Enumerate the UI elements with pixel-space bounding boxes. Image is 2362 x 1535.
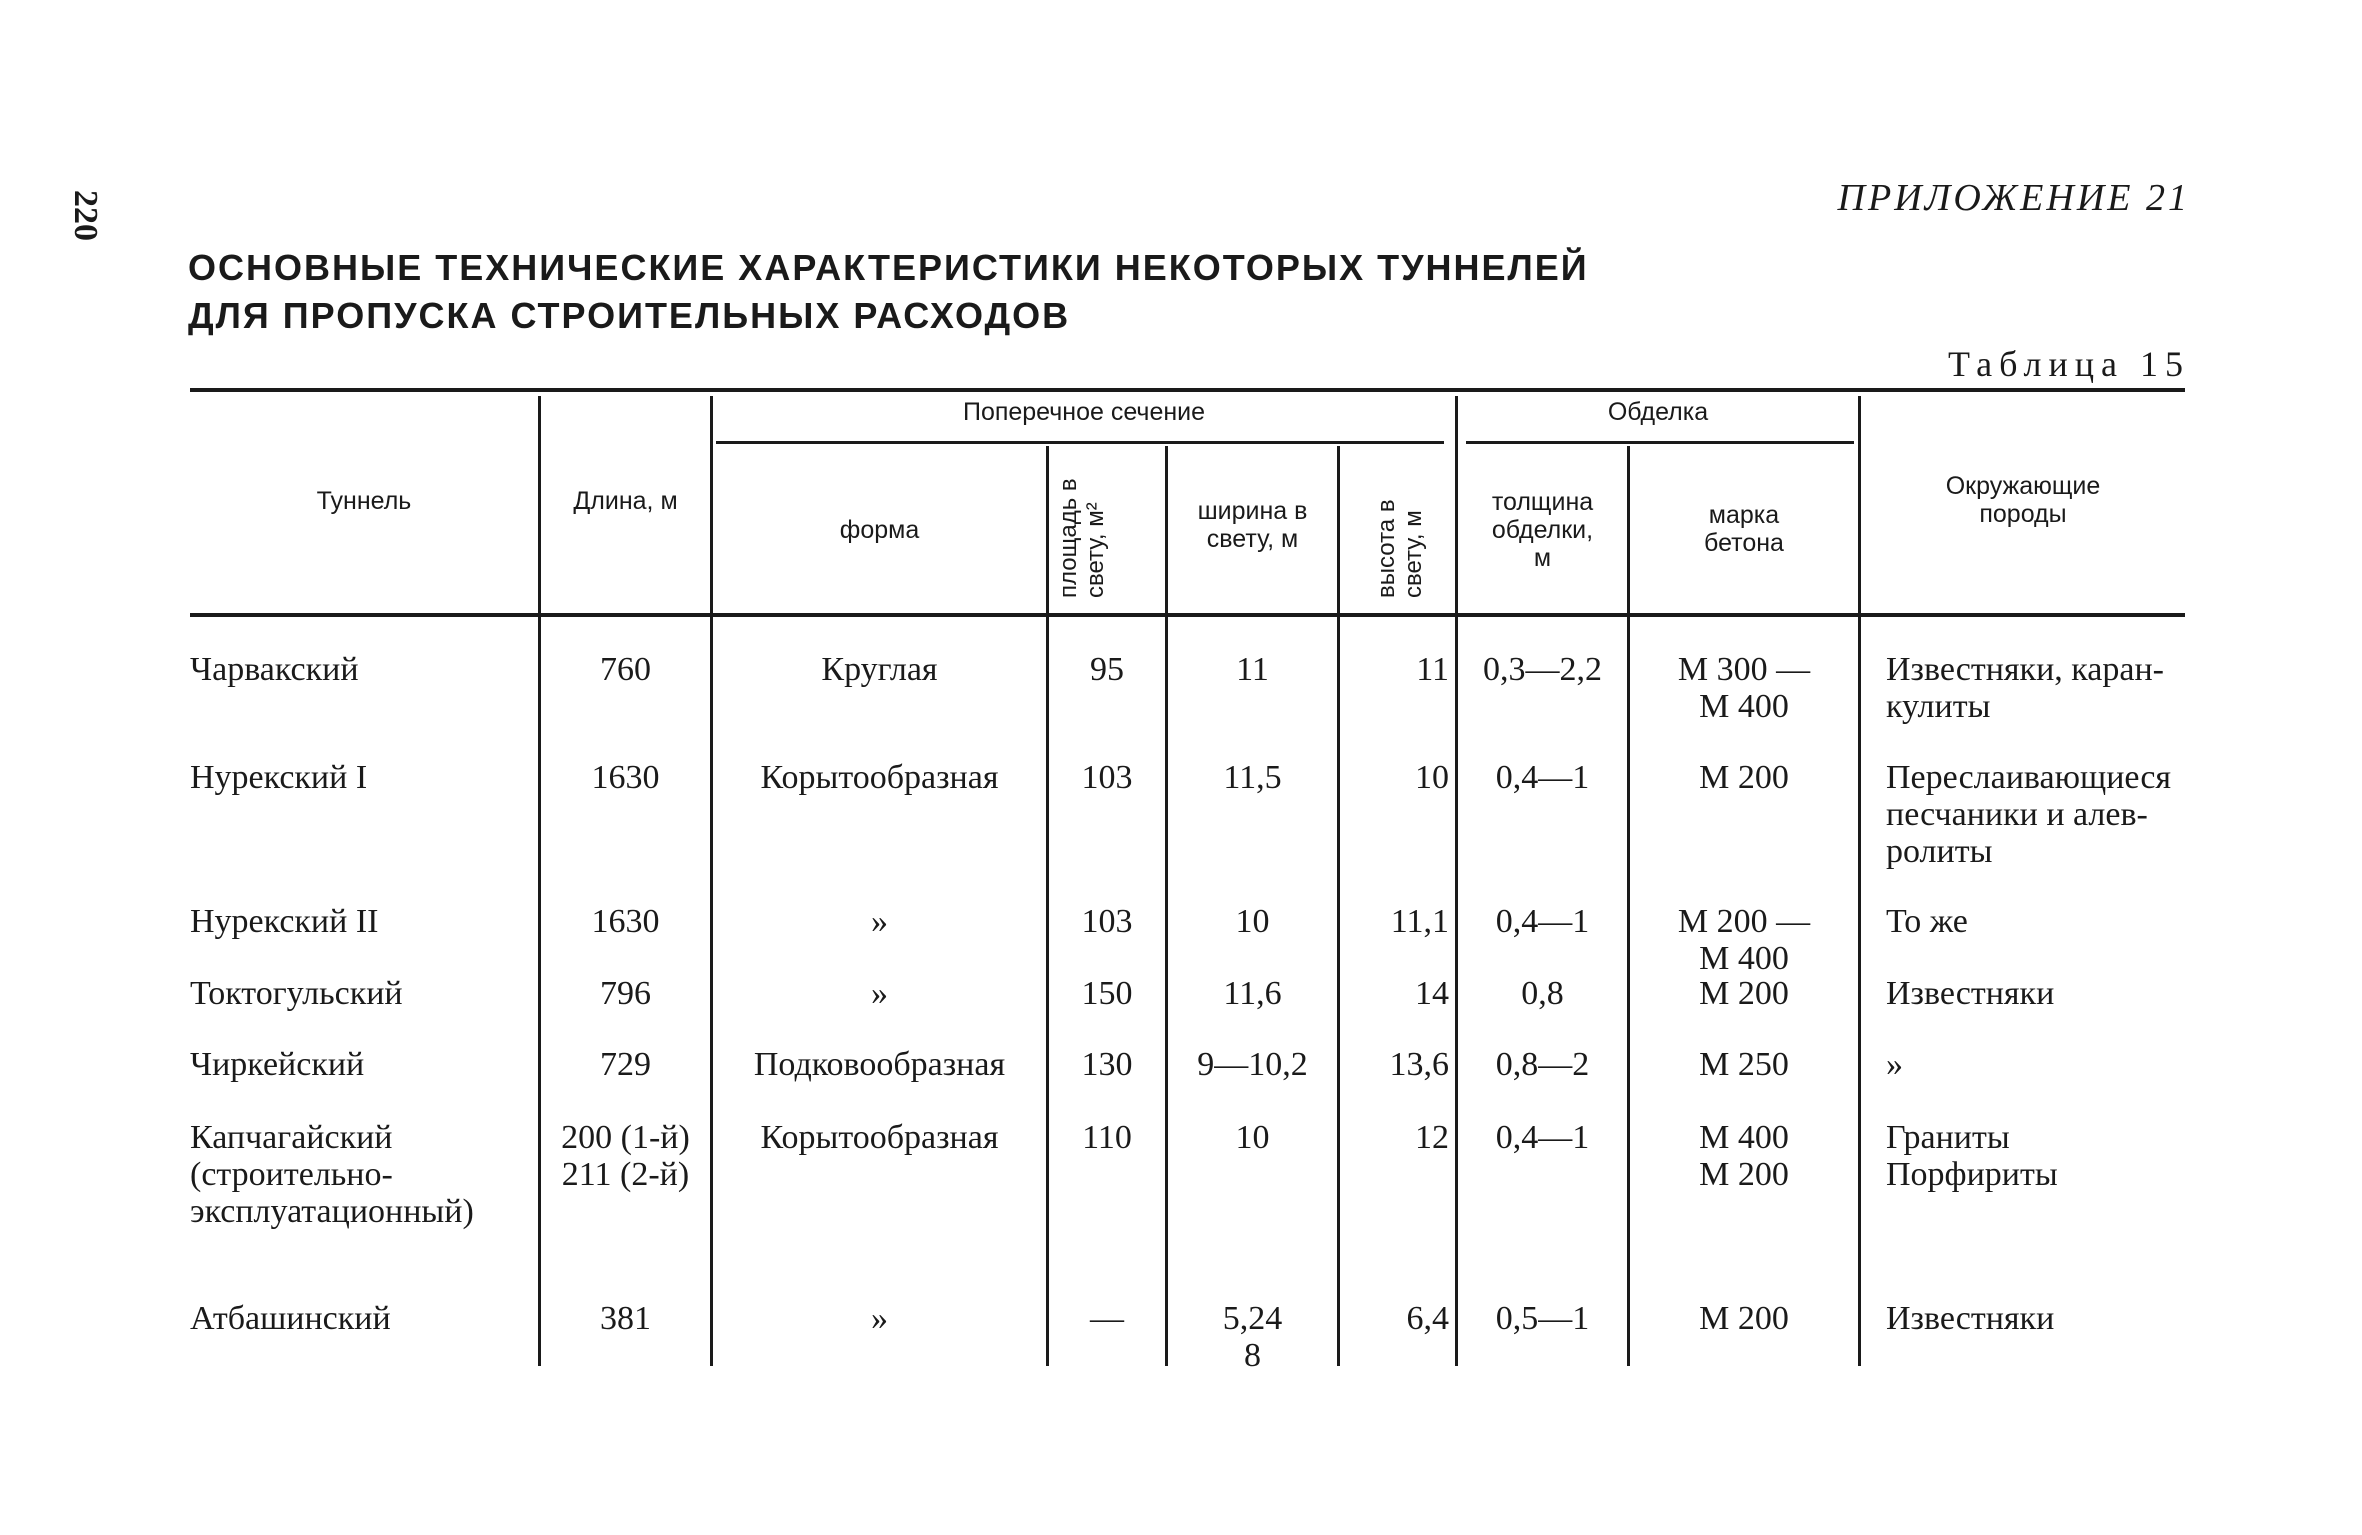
cell-line: М 200 — (1677, 903, 1811, 940)
cell-line: Нурекский I (190, 759, 368, 796)
title-line-2: ДЛЯ ПРОПУСКА СТРОИТЕЛЬНЫХ РАСХОДОВ (188, 295, 1071, 336)
cell-height (1340, 759, 1455, 796)
cell-area (1049, 759, 1165, 796)
cell-thickness (1458, 651, 1627, 688)
cell-form (713, 759, 1046, 796)
header-thickness (1458, 488, 1627, 572)
header-area-line-1: площадь в (1055, 478, 1082, 598)
cell-line: 11 (1416, 651, 1449, 688)
cell-area (1049, 1046, 1165, 1083)
cell-line: 211 (2-й) (561, 1156, 690, 1193)
cell-grade (1630, 975, 1858, 1012)
header-rocks-line-2: породы (1979, 500, 2067, 528)
header-bottom-rule (190, 613, 2185, 617)
cell-line: 6,4 (1406, 1300, 1449, 1337)
cell-form (713, 1046, 1046, 1083)
cell-line: 0,8 (1521, 975, 1564, 1012)
cell-line: (строительно- (190, 1156, 393, 1193)
table-label: Таблица 15 (1948, 344, 2190, 384)
col-divider (538, 396, 541, 1366)
cell-line: 381 (600, 1300, 651, 1337)
cell-grade (1630, 759, 1858, 796)
header-height-line-2: свету, м (1400, 510, 1427, 598)
cell-line: Корытообразная (760, 1119, 999, 1156)
page-number: 220 (67, 190, 104, 241)
cell-thickness (1458, 759, 1627, 796)
cell-rocks (1886, 903, 2176, 940)
header-height-line-1: высота в (1373, 499, 1400, 598)
cell-line: М 200 (1699, 1300, 1789, 1337)
cell-length (541, 975, 710, 1012)
cell-line: Токтогульский (190, 975, 403, 1012)
cell-thickness (1458, 1119, 1627, 1156)
cell-line: М 300 — (1677, 651, 1811, 688)
cell-length (541, 903, 710, 940)
cell-line: 95 (1090, 651, 1124, 688)
cell-area (1049, 1300, 1165, 1337)
cell-line: Корытообразная (760, 759, 999, 796)
cell-rocks (1886, 1046, 2176, 1083)
title-line-1: ОСНОВНЫЕ ТЕХНИЧЕСКИЕ ХАРАКТЕРИСТИКИ НЕКОТОРЫХ ТУННЕЛЕЙ (188, 247, 1589, 288)
cell-line: 1630 (591, 903, 660, 940)
header-form: форма (839, 516, 920, 544)
cell-height (1340, 1046, 1455, 1083)
cell-line: 0,8—2 (1495, 1046, 1590, 1083)
appendix-label: ПРИЛОЖЕНИЕ 21 (1837, 177, 2190, 219)
cell-thickness (1458, 1300, 1627, 1337)
cell-tunnel (190, 975, 535, 1012)
cell-line: » (871, 1300, 888, 1337)
cell-line: Круглая (821, 651, 938, 688)
cell-line: ролиты (1886, 833, 1993, 870)
cell-thickness (1458, 1046, 1627, 1083)
cell-tunnel (190, 1119, 535, 1230)
cell-height (1340, 1119, 1455, 1156)
table-top-rule (190, 388, 2185, 392)
cell-line: 150 (1081, 975, 1133, 1012)
header-width (1168, 497, 1337, 553)
cell-line: Атбашинский (190, 1300, 391, 1337)
cell-line: 11,5 (1223, 759, 1282, 796)
cell-thickness (1458, 903, 1627, 940)
cell-line: Капчагайский (190, 1119, 393, 1156)
cell-line: 0,5—1 (1495, 1300, 1590, 1337)
header-rocks (1861, 472, 2185, 528)
cell-line: 760 (600, 651, 651, 688)
cell-line: 110 (1082, 1119, 1132, 1156)
cell-line: 11,6 (1223, 975, 1282, 1012)
cell-tunnel (190, 1300, 535, 1337)
cell-tunnel (190, 651, 535, 688)
cell-line: 14 (1415, 975, 1449, 1012)
cell-grade (1630, 903, 1858, 977)
cell-line: Чиркейский (190, 1046, 365, 1083)
cell-line: 103 (1081, 903, 1133, 940)
cell-rocks (1886, 1119, 2176, 1193)
cell-width (1168, 1300, 1337, 1374)
cell-line: М 400 (1699, 940, 1789, 977)
cell-line: 1630 (591, 759, 660, 796)
cell-line: Подковообразная (753, 1046, 1006, 1083)
cell-line: 796 (600, 975, 651, 1012)
cell-area (1049, 903, 1165, 940)
cell-line: 729 (600, 1046, 651, 1083)
cell-height (1340, 975, 1455, 1012)
cell-width (1168, 975, 1337, 1012)
cell-tunnel (190, 759, 535, 796)
cell-line: М 400 (1699, 688, 1789, 725)
cell-thickness (1458, 975, 1627, 1012)
cell-line: 130 (1081, 1046, 1133, 1083)
cell-line: кулиты (1886, 688, 1991, 725)
lining-rule (1466, 441, 1854, 444)
cell-width (1168, 1046, 1337, 1083)
page-title (188, 244, 1589, 340)
cell-line: 13,6 (1389, 1046, 1449, 1083)
cell-line: песчаники и алев- (1886, 796, 2148, 833)
cell-line: Граниты (1886, 1119, 2010, 1156)
cell-line: » (1886, 1046, 1903, 1083)
cell-line: 103 (1081, 759, 1133, 796)
cell-width (1168, 651, 1337, 688)
cell-area (1049, 1119, 1165, 1156)
header-area-line-2: свету, м² (1082, 502, 1109, 598)
header-grade-line-1: марка (1708, 501, 1780, 529)
cell-line: 0,3—2,2 (1483, 651, 1602, 688)
cell-width (1168, 1119, 1337, 1156)
cell-line: 9—10,2 (1197, 1046, 1308, 1083)
cell-length (541, 1119, 710, 1193)
cell-line: Нурекский II (190, 903, 379, 940)
cell-line: Известняки (1886, 975, 2055, 1012)
cell-rocks (1886, 651, 2176, 725)
cell-line: 11 (1236, 651, 1269, 688)
header-thickness-line-1: толщина (1491, 488, 1594, 516)
header-tunnel: Туннель (316, 487, 412, 515)
cell-form (713, 975, 1046, 1012)
cell-tunnel (190, 1046, 535, 1083)
cell-grade (1630, 1046, 1858, 1083)
cell-form (713, 1119, 1046, 1156)
cell-line: эксплуатационный) (190, 1193, 474, 1230)
header-lining: Обделка (1607, 398, 1709, 426)
cell-area (1049, 651, 1165, 688)
cell-line: 10 (1235, 1119, 1270, 1156)
cell-line: Известняки, каран- (1886, 651, 2164, 688)
cell-line: М 200 (1699, 759, 1789, 796)
header-area (1055, 438, 1109, 598)
cell-grade (1630, 1300, 1858, 1337)
cell-form (713, 903, 1046, 940)
cell-width (1168, 759, 1337, 796)
cell-line: » (871, 975, 888, 1012)
header-thickness-line-2: обделки, (1491, 516, 1594, 544)
cell-length (541, 759, 710, 796)
cell-line: 11,1 (1390, 903, 1449, 940)
cell-line: М 200 (1699, 975, 1789, 1012)
cell-area (1049, 975, 1165, 1012)
cell-line: Переслаивающиеся (1886, 759, 2172, 796)
cell-line: 0,4—1 (1495, 903, 1590, 940)
header-grade (1630, 501, 1858, 557)
cell-line: Чарвакский (190, 651, 359, 688)
cell-height (1340, 1300, 1455, 1337)
header-width-line-2: свету, м (1206, 525, 1299, 553)
cell-form (713, 1300, 1046, 1337)
cell-height (1340, 903, 1455, 940)
cell-width (1168, 903, 1337, 940)
cell-length (541, 1046, 710, 1083)
cell-rocks (1886, 975, 2176, 1012)
col-divider (1858, 396, 1861, 1366)
cell-line: 10 (1415, 759, 1449, 796)
cell-height (1340, 651, 1455, 688)
cell-line: М 200 (1699, 1156, 1789, 1193)
cell-line: 10 (1235, 903, 1270, 940)
cell-rocks (1886, 1300, 2176, 1337)
cell-line: » (871, 903, 888, 940)
header-height (1373, 438, 1427, 598)
header-rocks-line-1: Окружающие (1945, 472, 2101, 500)
cell-line: То же (1886, 903, 1968, 940)
cell-rocks (1886, 759, 2176, 870)
cell-length (541, 1300, 710, 1337)
cell-line: Порфириты (1886, 1156, 2058, 1193)
cell-length (541, 651, 710, 688)
cell-line: 0,4—1 (1495, 759, 1590, 796)
cell-line: 0,4—1 (1495, 1119, 1590, 1156)
cell-tunnel (190, 903, 535, 940)
header-grade-line-2: бетона (1704, 529, 1784, 557)
cell-line: 5,24 (1222, 1300, 1283, 1337)
cell-line: М 400 (1699, 1119, 1789, 1156)
cell-line: 200 (1-й) (561, 1119, 690, 1156)
cell-line: 12 (1415, 1119, 1449, 1156)
cell-form (713, 651, 1046, 688)
cell-grade (1630, 1119, 1858, 1193)
cell-line: М 250 (1699, 1046, 1789, 1083)
header-thickness-line-3: м (1533, 544, 1552, 572)
header-cross-section: Поперечное сечение (962, 398, 1206, 426)
cell-line: 8 (1244, 1337, 1261, 1374)
cell-line: Известняки (1886, 1300, 2055, 1337)
cell-line: — (1090, 1300, 1124, 1337)
cell-grade (1630, 651, 1858, 725)
header-length: Длина, м (573, 487, 678, 515)
header-width-line-1: ширина в (1197, 497, 1308, 525)
